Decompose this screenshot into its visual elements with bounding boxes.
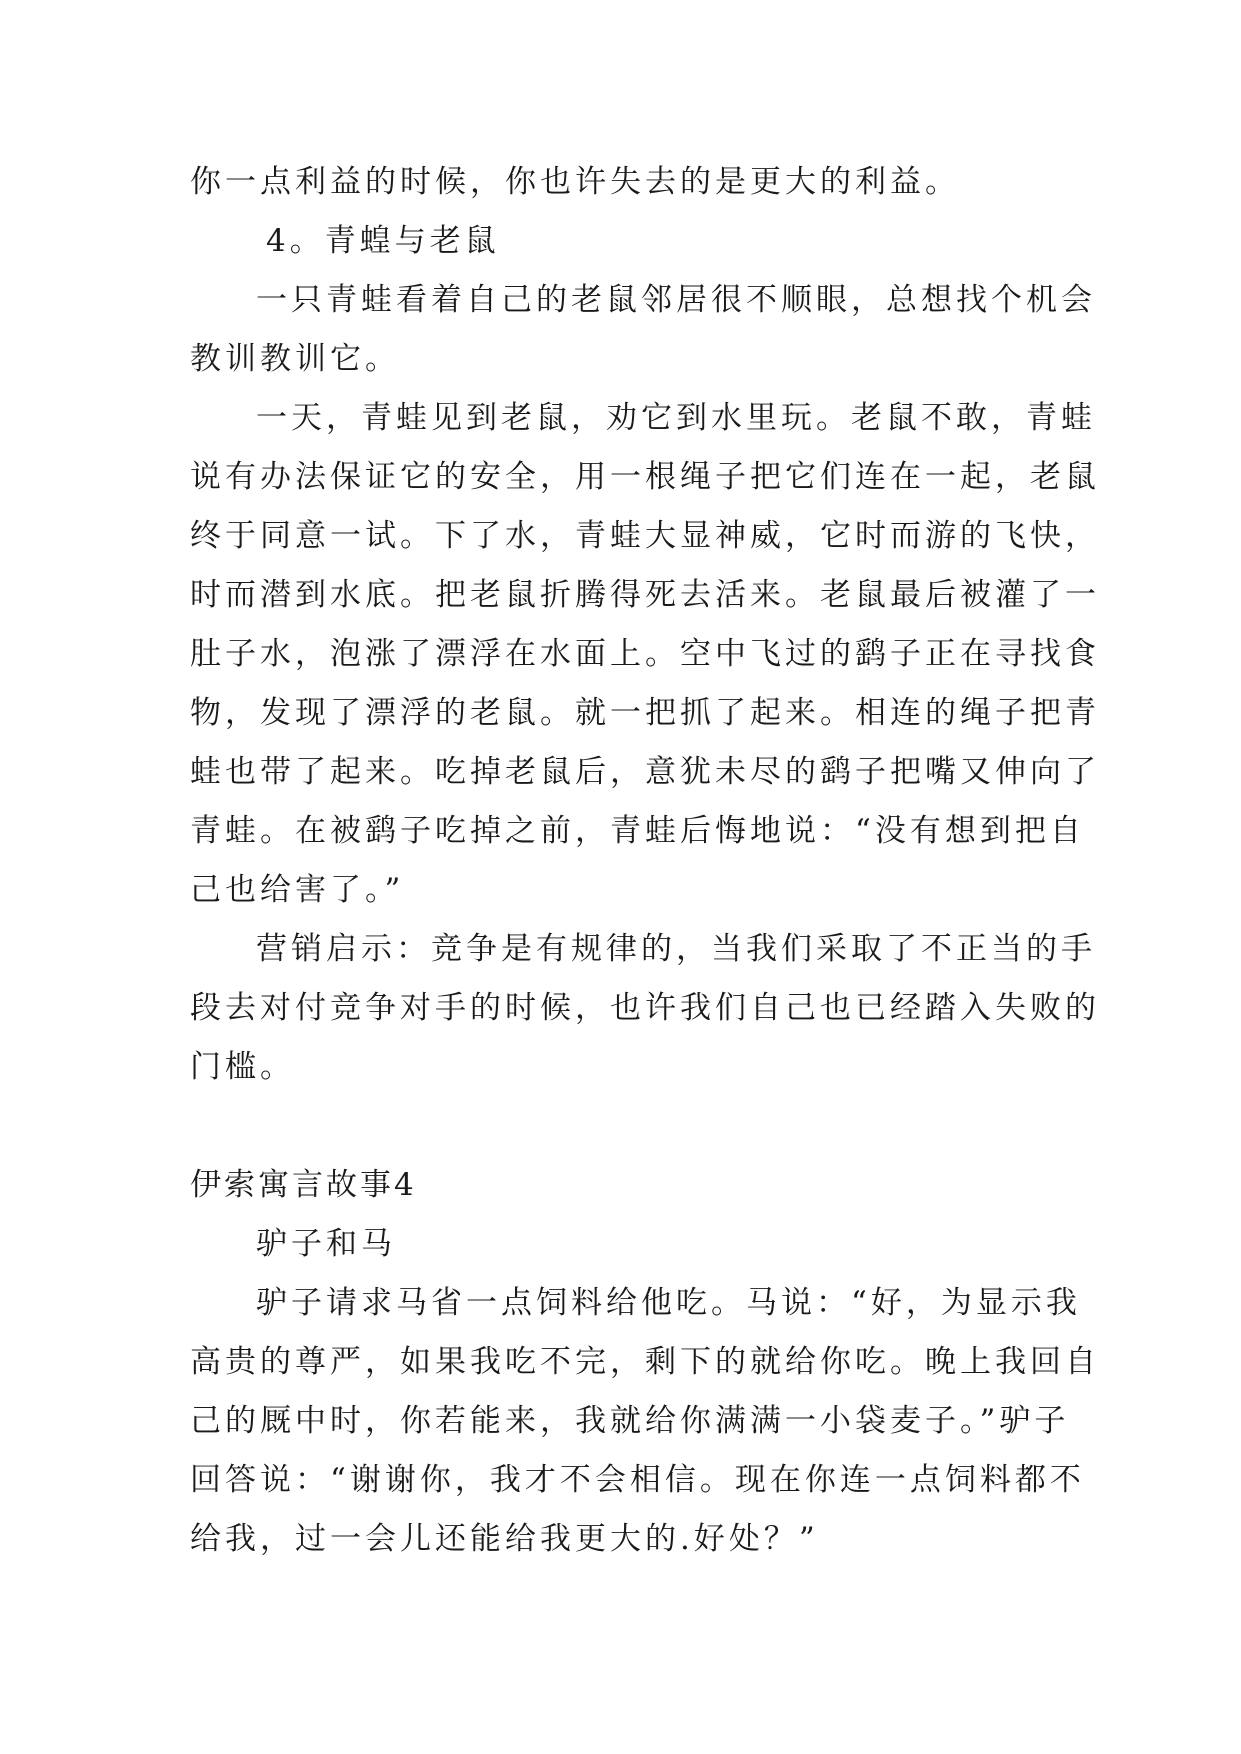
paragraph-line: 营销启示：竞争是有规律的，当我们采取了不正当的手 <box>256 931 1096 967</box>
paragraph-line: 时而潜到水底。把老鼠折腾得死去活来。老鼠最后被灌了一 <box>190 577 1100 613</box>
paragraph-line: 高贵的尊严，如果我吃不完，剩下的就给你吃。晚上我回自 <box>190 1344 1100 1380</box>
paragraph-line: 你一点利益的时候，你也许失去的是更大的利益。 <box>190 164 960 200</box>
paragraph-line: 物，发现了漂浮的老鼠。就一把抓了起来。相连的绳子把青 <box>190 695 1100 731</box>
paragraph-line: 肚子水，泡涨了漂浮在水面上。空中飞过的鹞子正在寻找食 <box>190 636 1100 672</box>
paragraph-line: 终于同意一试。下了水，青蛙大显神威，它时而游的飞快， <box>190 518 1100 554</box>
paragraph-line: 己的厩中时，你若能来，我就给你满满一小袋麦子。”驴子 <box>190 1403 1070 1439</box>
paragraph-line: 己也给害了。” <box>190 872 405 908</box>
paragraph-line: 一只青蛙看着自己的老鼠邻居很不顺眼，总想找个机会 <box>256 282 1096 318</box>
paragraph-line: 一天，青蛙见到老鼠，劝它到水里玩。老鼠不敢，青蛙 <box>256 400 1096 436</box>
section-spacer <box>190 1097 1060 1156</box>
paragraph-line: 蛙也带了起来。吃掉老鼠后，意犹未尽的鹞子把嘴又伸向了 <box>190 754 1100 790</box>
paragraph-line: 教训教训它。 <box>190 341 400 377</box>
paragraph-line: 回答说：“谢谢你，我才不会相信。现在你连一点饲料都不 <box>190 1462 1085 1498</box>
paragraph-line: 给我，过一会儿还能给我更大的.好处？” <box>190 1521 819 1557</box>
paragraph-line: 青蛙。在被鹞子吃掉之前，青蛙后悔地说：“没有想到把自 <box>190 813 1085 849</box>
paragraph-line: 说有办法保证它的安全，用一根绳子把它们连在一起，老鼠 <box>190 459 1100 495</box>
document-body <box>190 153 1100 1569</box>
story-title: 驴子和马 <box>256 1226 396 1262</box>
paragraph-line: 门槛。 <box>190 1049 295 1085</box>
section-heading: 伊索寓言故事4 <box>190 1167 417 1203</box>
paragraph-line: 段去对付竞争对手的时候，也许我们自己也已经踏入失败的 <box>190 990 1100 1026</box>
paragraph-line: 驴子请求马省一点饲料给他吃。马说：“好，为显示我 <box>256 1285 1081 1321</box>
story-title: 4。青蝗与老鼠 <box>266 223 500 259</box>
